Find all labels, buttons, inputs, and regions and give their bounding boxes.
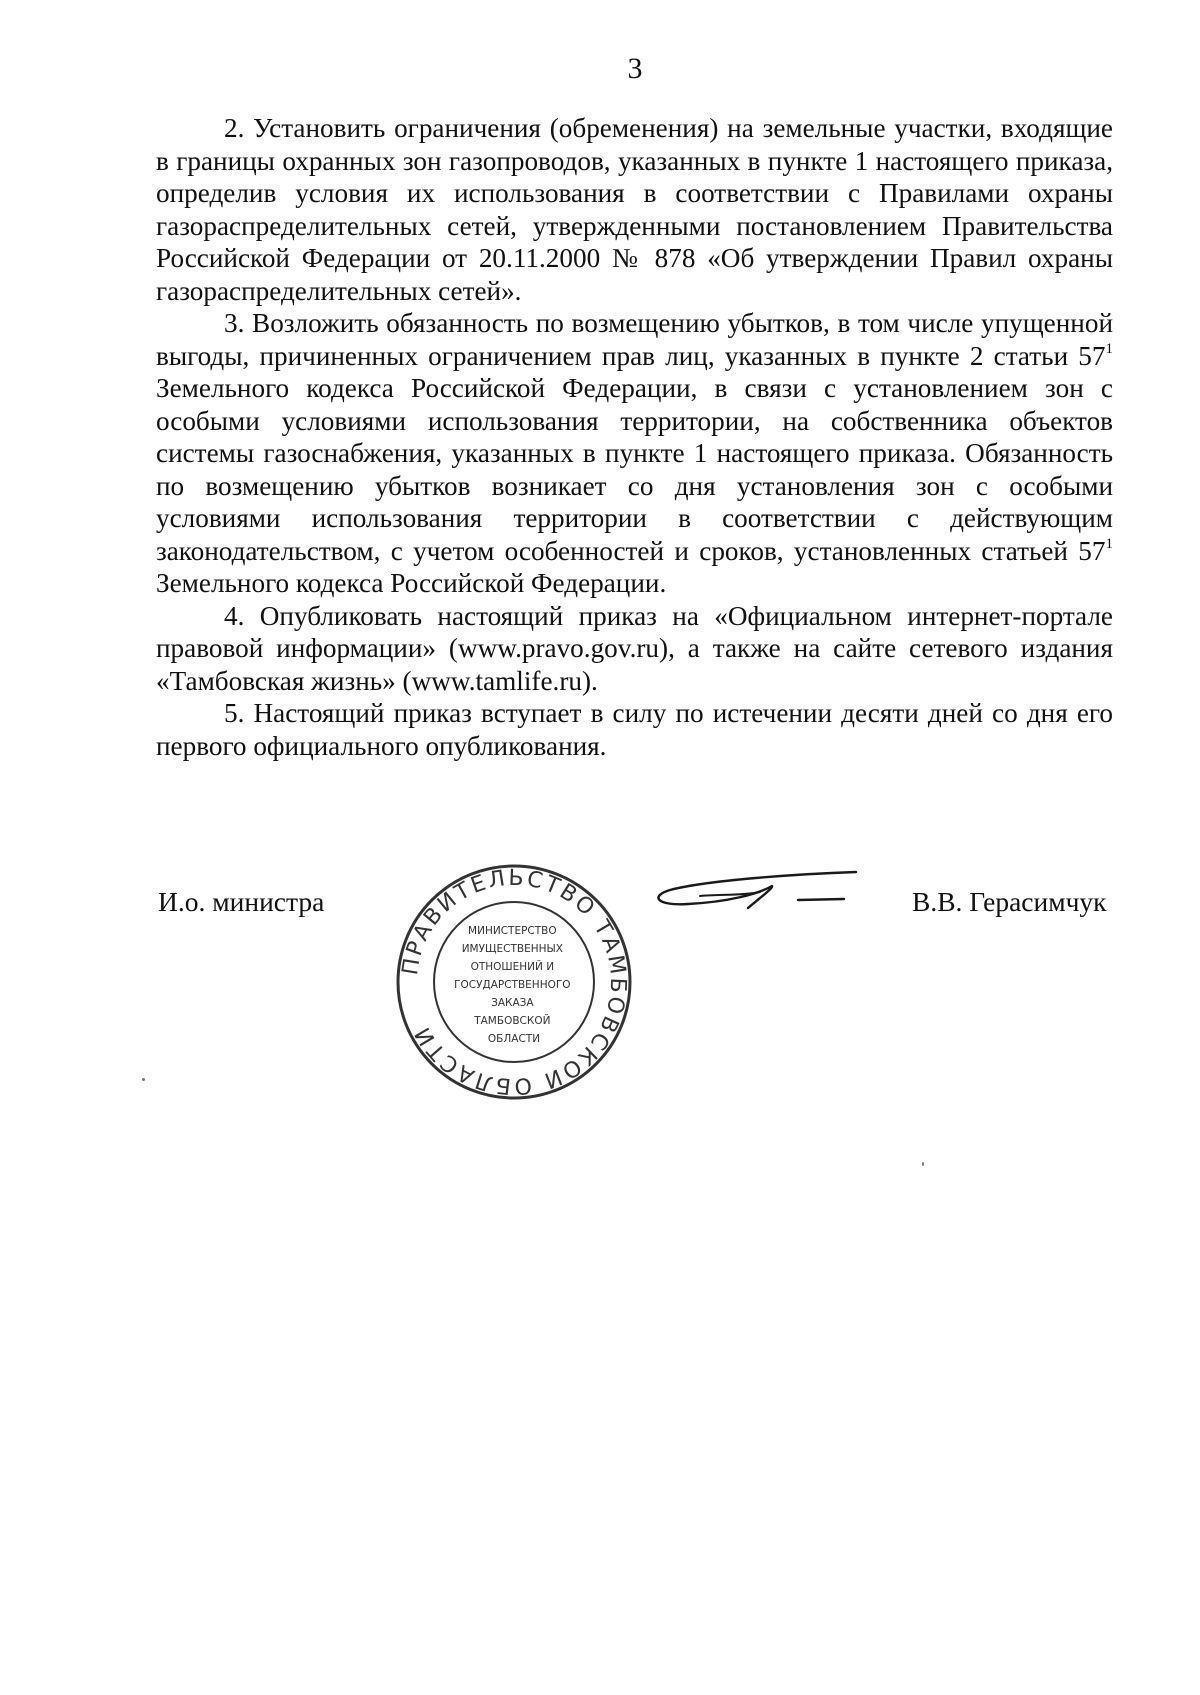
paragraph-3 — [156, 307, 1113, 600]
paragraph-4: 4. Опубликовать настоящий приказ на «Официальном интернет-портале правовой информации» (www.pravo.gov.ru), а также на сайте сетевого издания «Тамбовская жизнь» (www.tamlife.ru). — [156, 600, 1113, 696]
paragraph-5: 5. Настоящий приказ вступает в силу по истечении десяти дней со дня его первого официального опубликования. — [156, 698, 1113, 761]
paragraph-3-text-3: Земельного кодекса Российской Федерации. — [156, 568, 667, 598]
superscript-1: 1 — [1105, 340, 1113, 357]
paragraph-2: 2. Установить ограничения (обременения) на земельные участки, входящие в границы охранных зон газопроводов, указанных в пункте 1 настоящего приказа, определив условия их использования в соответствии с Правилами охраны газораспределительных сетей, утвержденными постановлением Правительства Российской Федерации от 20.11.2000 № 878 «Об утверждении Правил охраны газораспределительных сетей». — [156, 113, 1113, 306]
signatory-name: В.В. Герасимчук — [912, 886, 1107, 917]
handwritten-signature — [648, 866, 864, 914]
scan-speck — [142, 1078, 145, 1081]
paragraph-3-text-2: Земельного кодекса Российской Федерации, в связи с установлением зон с особыми условиями использования территории, на собственника объектов системы газоснабжения, указанных в пункте 1 настоящего приказа. Обязанность по возмещению убытков возникает со дня установления зон с особыми условиями использования территории в соответствии с действующим законодательством, с учетом особенностей и сроков, установленных статьей 57 — [156, 373, 1113, 566]
document-body — [156, 112, 1113, 762]
page-number: 3 — [627, 52, 643, 85]
official-stamp — [394, 862, 634, 1102]
stamp-ring-text: ПРАВИТЕЛЬСТВО ТАМБОВСКОЙ ОБЛАСТИ — [397, 865, 631, 1099]
signatory-title: И.о. министра — [158, 886, 325, 917]
stamp-inner-text: МИНИСТЕРСТВО ИМУЩЕСТВЕННЫХ ОТНОШЕНИЙ И ГОСУДАРСТВЕННОГО ЗАКАЗА ТАМБОВСКОЙ ОБЛАСТИ — [454, 925, 571, 1045]
paragraph-3-text-1: 3. Возложить обязанность по возмещению убытков, в том числе упущенной выгоды, причиненных ограничением прав лиц, указанных в пункте 2 статьи 57 — [156, 308, 1113, 371]
superscript-2: 1 — [1105, 535, 1113, 552]
scan-speck — [922, 1162, 924, 1166]
